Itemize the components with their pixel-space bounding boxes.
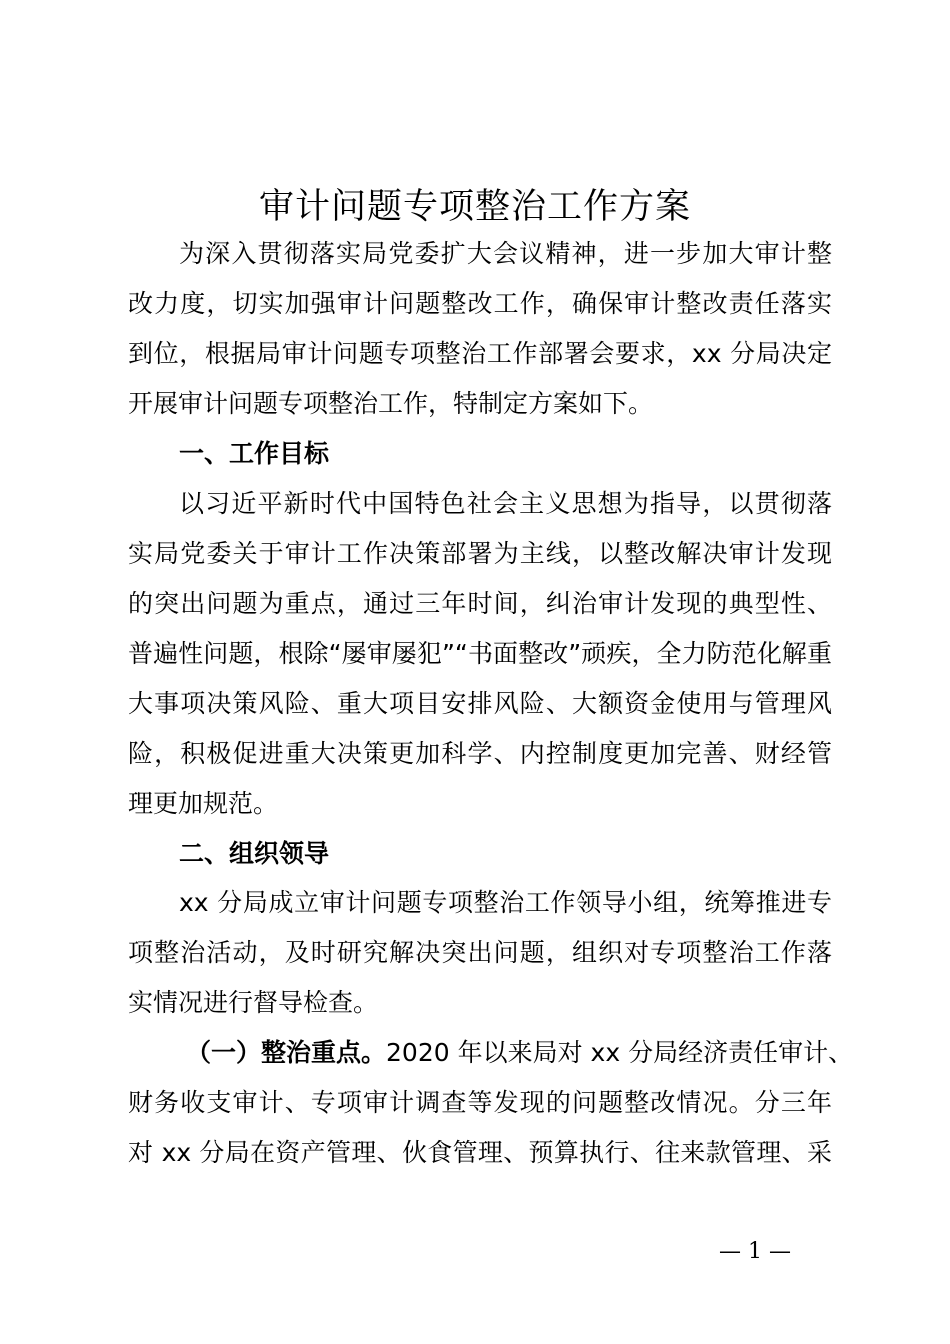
subsection-line: 财务收支审计、专项审计调查等发现的问题整改情况。分三年 xyxy=(128,1088,832,1117)
section1-line: 理更加规范。 xyxy=(128,789,279,818)
page-number: — 1 — xyxy=(719,1239,791,1264)
section2-line: xx 分局成立审计问题专项整治工作领导小组，统筹推进专 xyxy=(179,888,832,917)
section-heading-leadership: 二、组织领导 xyxy=(179,839,330,868)
intro-line: 为深入贯彻落实局党委扩大会议精神，进一步加大审计整 xyxy=(179,239,832,268)
subsection-first-line xyxy=(186,1036,854,1070)
section2-line: 项整治活动，及时研究解决突出问题，组织对专项整治工作落 xyxy=(128,938,832,967)
subsection-line: 对 xx 分局在资产管理、伙食管理、预算执行、往来款管理、采 xyxy=(128,1138,832,1167)
subsection-label: （一）整治重点。 xyxy=(186,1038,387,1067)
section2-line: 实情况进行督导检查。 xyxy=(128,988,379,1017)
section1-line: 以习近平新时代中国特色社会主义思想为指导，以贯彻落 xyxy=(179,489,832,518)
section1-line: 险，积极促进重大决策更加科学、内控制度更加完善、财经管 xyxy=(128,739,832,768)
section-heading-goals: 一、工作目标 xyxy=(179,439,330,468)
intro-line: 到位，根据局审计问题专项整治工作部署会要求，xx 分局决定 xyxy=(128,339,832,368)
intro-line: 开展审计问题专项整治工作，特制定方案如下。 xyxy=(128,389,654,418)
subsection-text: 2020 年以来局对 xx 分局经济责任审计、 xyxy=(386,1038,854,1067)
section1-line: 的突出问题为重点，通过三年时间，纠治审计发现的典型性、 xyxy=(128,589,832,618)
intro-line: 改力度，切实加强审计问题整改工作，确保审计整改责任落实 xyxy=(128,289,832,318)
section1-line: 实局党委关于审计工作决策部署为主线，以整改解决审计发现 xyxy=(128,539,832,568)
document-title: 审计问题专项整治工作方案 xyxy=(258,187,691,227)
section1-line: 普遍性问题，根除“屡审屡犯”“书面整改”顽疾，全力防范化解重 xyxy=(128,639,832,668)
section1-line: 大事项决策风险、重大项目安排风险、大额资金使用与管理风 xyxy=(128,689,832,718)
